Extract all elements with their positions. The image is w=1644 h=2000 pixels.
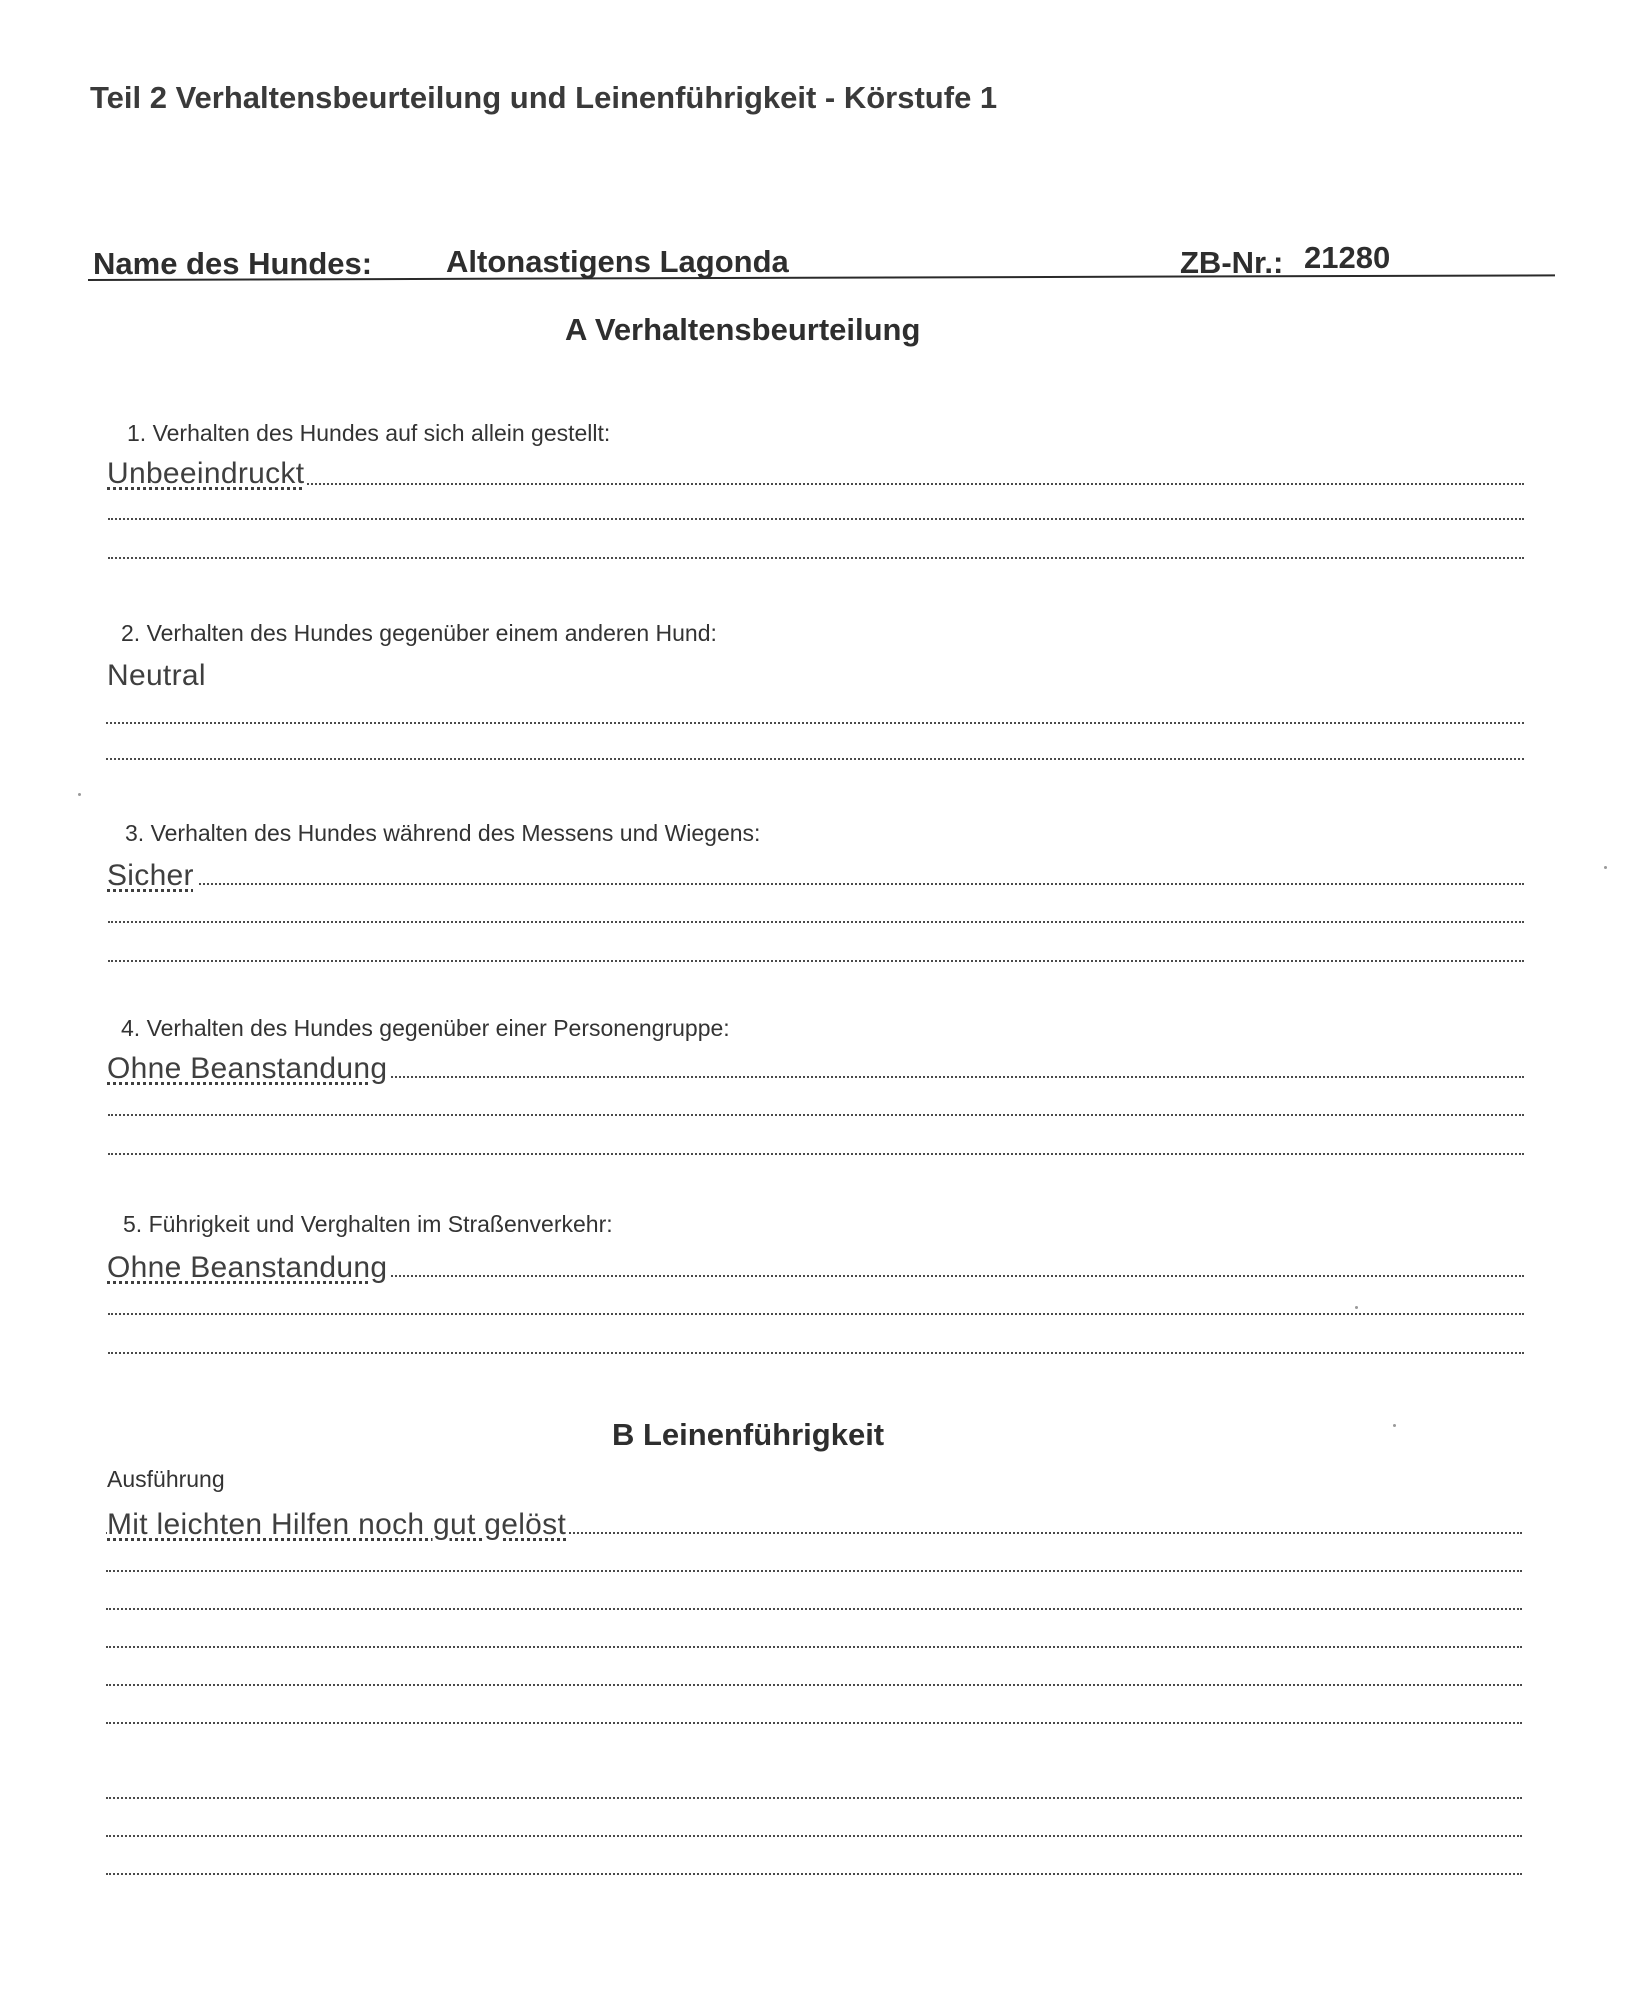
question-1-answer: Unbeeindruckt [107,457,307,491]
section-a-heading: A Verhaltensbeurteilung [565,312,921,347]
question-1-line-2 [108,518,1524,520]
zb-number-value: 21280 [1304,240,1391,275]
question-1-line-1 [108,483,1524,485]
question-4-line-2 [108,1114,1524,1116]
dog-name-label: Name des Hundes: [93,246,373,281]
execution-line-5 [106,1684,1522,1686]
question-2-line-1 [106,722,1524,724]
execution-line-3 [106,1608,1522,1610]
question-3-answer: Sicher [107,859,197,893]
dog-name-value: Altonastigens Lagonda [446,244,789,279]
execution-line-8 [106,1835,1522,1837]
question-3-label: 3. Verhalten des Hundes während des Messens und Wiegens: [125,820,761,846]
question-1-label: 1. Verhalten des Hundes auf sich allein gestellt: [127,420,611,446]
question-5-label: 5. Führigkeit und Verghalten im Straßenverkehr: [123,1211,613,1237]
execution-answer: Mit leichten Hilfen noch gut gelöst [107,1508,569,1542]
execution-line-4 [106,1646,1522,1648]
execution-line-2 [106,1570,1522,1572]
question-4-line-3 [108,1153,1524,1155]
question-3-line-3 [108,960,1524,962]
question-3-line-1 [108,883,1524,885]
document-title: Teil 2 Verhaltensbeurteilung und Leinenführigkeit - Körstufe 1 [90,80,998,115]
question-1-line-3 [108,557,1524,559]
execution-label: Ausführung [107,1466,225,1492]
question-2-answer: Neutral [107,659,209,693]
question-5-line-3 [108,1352,1524,1354]
question-5-answer: Ohne Beanstandung [107,1251,390,1285]
section-b-heading: B Leinenführigkeit [612,1417,885,1452]
question-2-line-2 [106,758,1524,760]
execution-line-7 [106,1797,1522,1799]
execution-line-6 [106,1722,1522,1724]
scan-speck [1393,1424,1396,1427]
question-4-label: 4. Verhalten des Hundes gegenüber einer Personengruppe: [121,1015,730,1041]
scan-speck [1604,866,1607,869]
scan-speck [78,793,81,796]
zb-number-label: ZB-Nr.: [1180,245,1284,280]
question-5-line-2 [108,1313,1524,1315]
question-3-line-2 [108,921,1524,923]
question-2-label: 2. Verhalten des Hundes gegenüber einem anderen Hund: [121,620,717,646]
question-4-answer: Ohne Beanstandung [107,1052,390,1086]
scan-speck [1355,1306,1358,1309]
execution-line-9 [106,1873,1522,1875]
